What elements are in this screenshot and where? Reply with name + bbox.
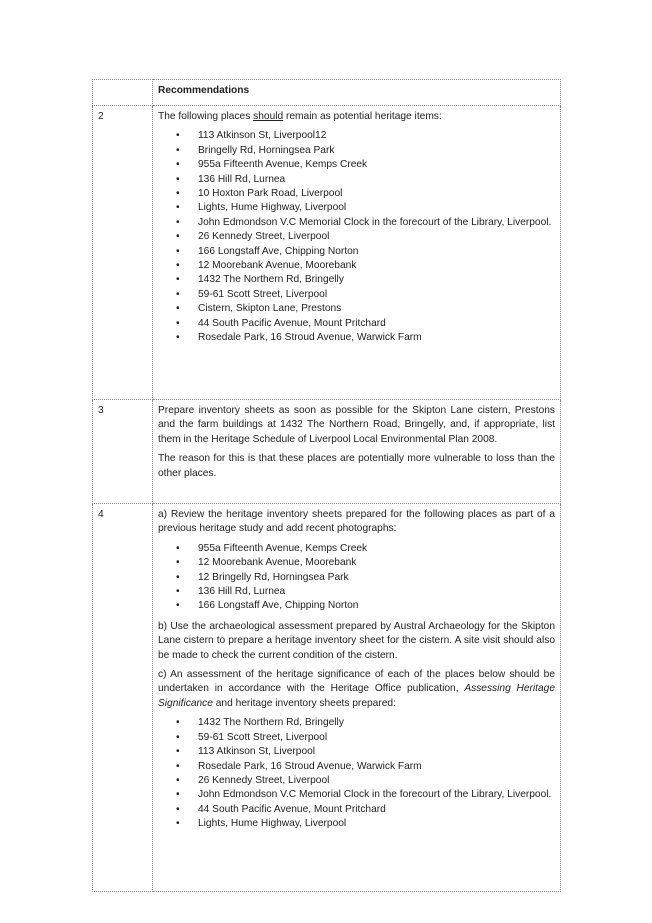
row-number: 4 <box>93 504 153 892</box>
publication-title: Assessing Heritage Significance <box>158 683 555 709</box>
list-item: • 26 Kennedy Street, Liverpool <box>198 774 555 788</box>
list-item: • 113 Atkinson St, Liverpool <box>198 745 555 759</box>
list-item: • John Edmondson V.C Memorial Clock in the forecourt of the Library, Liverpool. <box>198 216 555 230</box>
row-content <box>153 504 561 892</box>
table-header-row <box>93 80 561 106</box>
row2-intro: The following places should remain as potential heritage items: <box>158 111 442 122</box>
list-item: • 136 Hill Rd, Lurnea <box>198 585 555 599</box>
list-item: • Rosedale Park, 16 Stroud Avenue, Warwick Farm <box>198 760 555 774</box>
list-item: • 12 Bringelly Rd, Horningsea Park <box>198 571 555 585</box>
list-item: • John Edmondson V.C Memorial Clock in the forecourt of the Library, Liverpool. <box>198 788 555 802</box>
table-row <box>93 106 561 400</box>
list-item: • 136 Hill Rd, Lurnea <box>198 173 555 187</box>
list-item: • 166 Longstaff Ave, Chipping Norton <box>198 599 555 613</box>
row-number: 2 <box>93 106 153 400</box>
list-item: • 44 South Pacific Avenue, Mount Pritchard <box>198 317 555 331</box>
row4-part-a: a) Review the heritage inventory sheets prepared for the following places as part of a previous heritage study and add recent photographs: <box>158 509 555 535</box>
table-row <box>93 400 561 504</box>
list-item: • 59-61 Scott Street, Liverpool <box>198 731 555 745</box>
row4-part-c: c) An assessment of the heritage significance of each of the places below should be undertaken in accordance with the Heritage Office publication, Assessing Heritage Significance and heritage inventory sheets prepared: <box>158 669 555 709</box>
row4-list-c <box>158 716 555 831</box>
list-item: • 1432 The Northern Rd, Bringelly <box>198 716 555 730</box>
list-item: • 166 Longstaff Ave, Chipping Norton <box>198 245 555 259</box>
list-item: • Bringelly Rd, Horningsea Park <box>198 144 555 158</box>
table-row <box>93 504 561 892</box>
row4-part-b: b) Use the archaeological assessment prepared by Austral Archaeology for the Skipton Lane cistern to prepare a heritage inventory sheet for the cistern. A site visit should also be made to check the current condition of the cistern. <box>158 620 555 661</box>
list-item: • Lights, Hume Highway, Liverpool <box>198 817 555 831</box>
list-item: • 1432 The Northern Rd, Bringelly <box>198 273 555 287</box>
row-content <box>153 400 561 504</box>
list-item: • 26 Kennedy Street, Liverpool <box>198 230 555 244</box>
row-number: 3 <box>93 400 153 504</box>
row3-para1: Prepare inventory sheets as soon as possible for the Skipton Lane cistern, Prestons and the farm buildings at 1432 The Northern Road, Bringelly, and, if appropriate, list them in the Heritage Schedule of Liverpool Local Environmental Plan 2008. <box>158 405 555 445</box>
list-item: • 10 Hoxton Park Road, Liverpool <box>198 187 555 201</box>
recommendations-table <box>92 79 561 892</box>
list-item: • Rosedale Park, 16 Stroud Avenue, Warwick Farm <box>198 331 555 345</box>
list-item: • Lights, Hume Highway, Liverpool <box>198 201 555 215</box>
row3-para2: The reason for this is that these places are potentially more vulnerable to loss than the other places. <box>158 453 555 479</box>
header-number-cell <box>93 80 153 106</box>
list-item: • 44 South Pacific Avenue, Mount Pritchard <box>198 803 555 817</box>
list-item: • 955a Fifteenth Avenue, Kemps Creek <box>198 158 555 172</box>
list-item: • 12 Moorebank Avenue, Moorebank <box>198 556 555 570</box>
row-content <box>153 106 561 400</box>
list-item: • 955a Fifteenth Avenue, Kemps Creek <box>198 542 555 556</box>
row2-list <box>158 129 555 345</box>
row4-list-a <box>158 542 555 614</box>
list-item: • Cistern, Skipton Lane, Prestons <box>198 302 555 316</box>
list-item: • 12 Moorebank Avenue, Moorebank <box>198 259 555 273</box>
list-item: • 113 Atkinson St, Liverpool12 <box>198 129 555 143</box>
underlined-should: should <box>253 111 284 122</box>
header-title: Recommendations <box>153 80 561 106</box>
list-item: • 59-61 Scott Street, Liverpool <box>198 288 555 302</box>
